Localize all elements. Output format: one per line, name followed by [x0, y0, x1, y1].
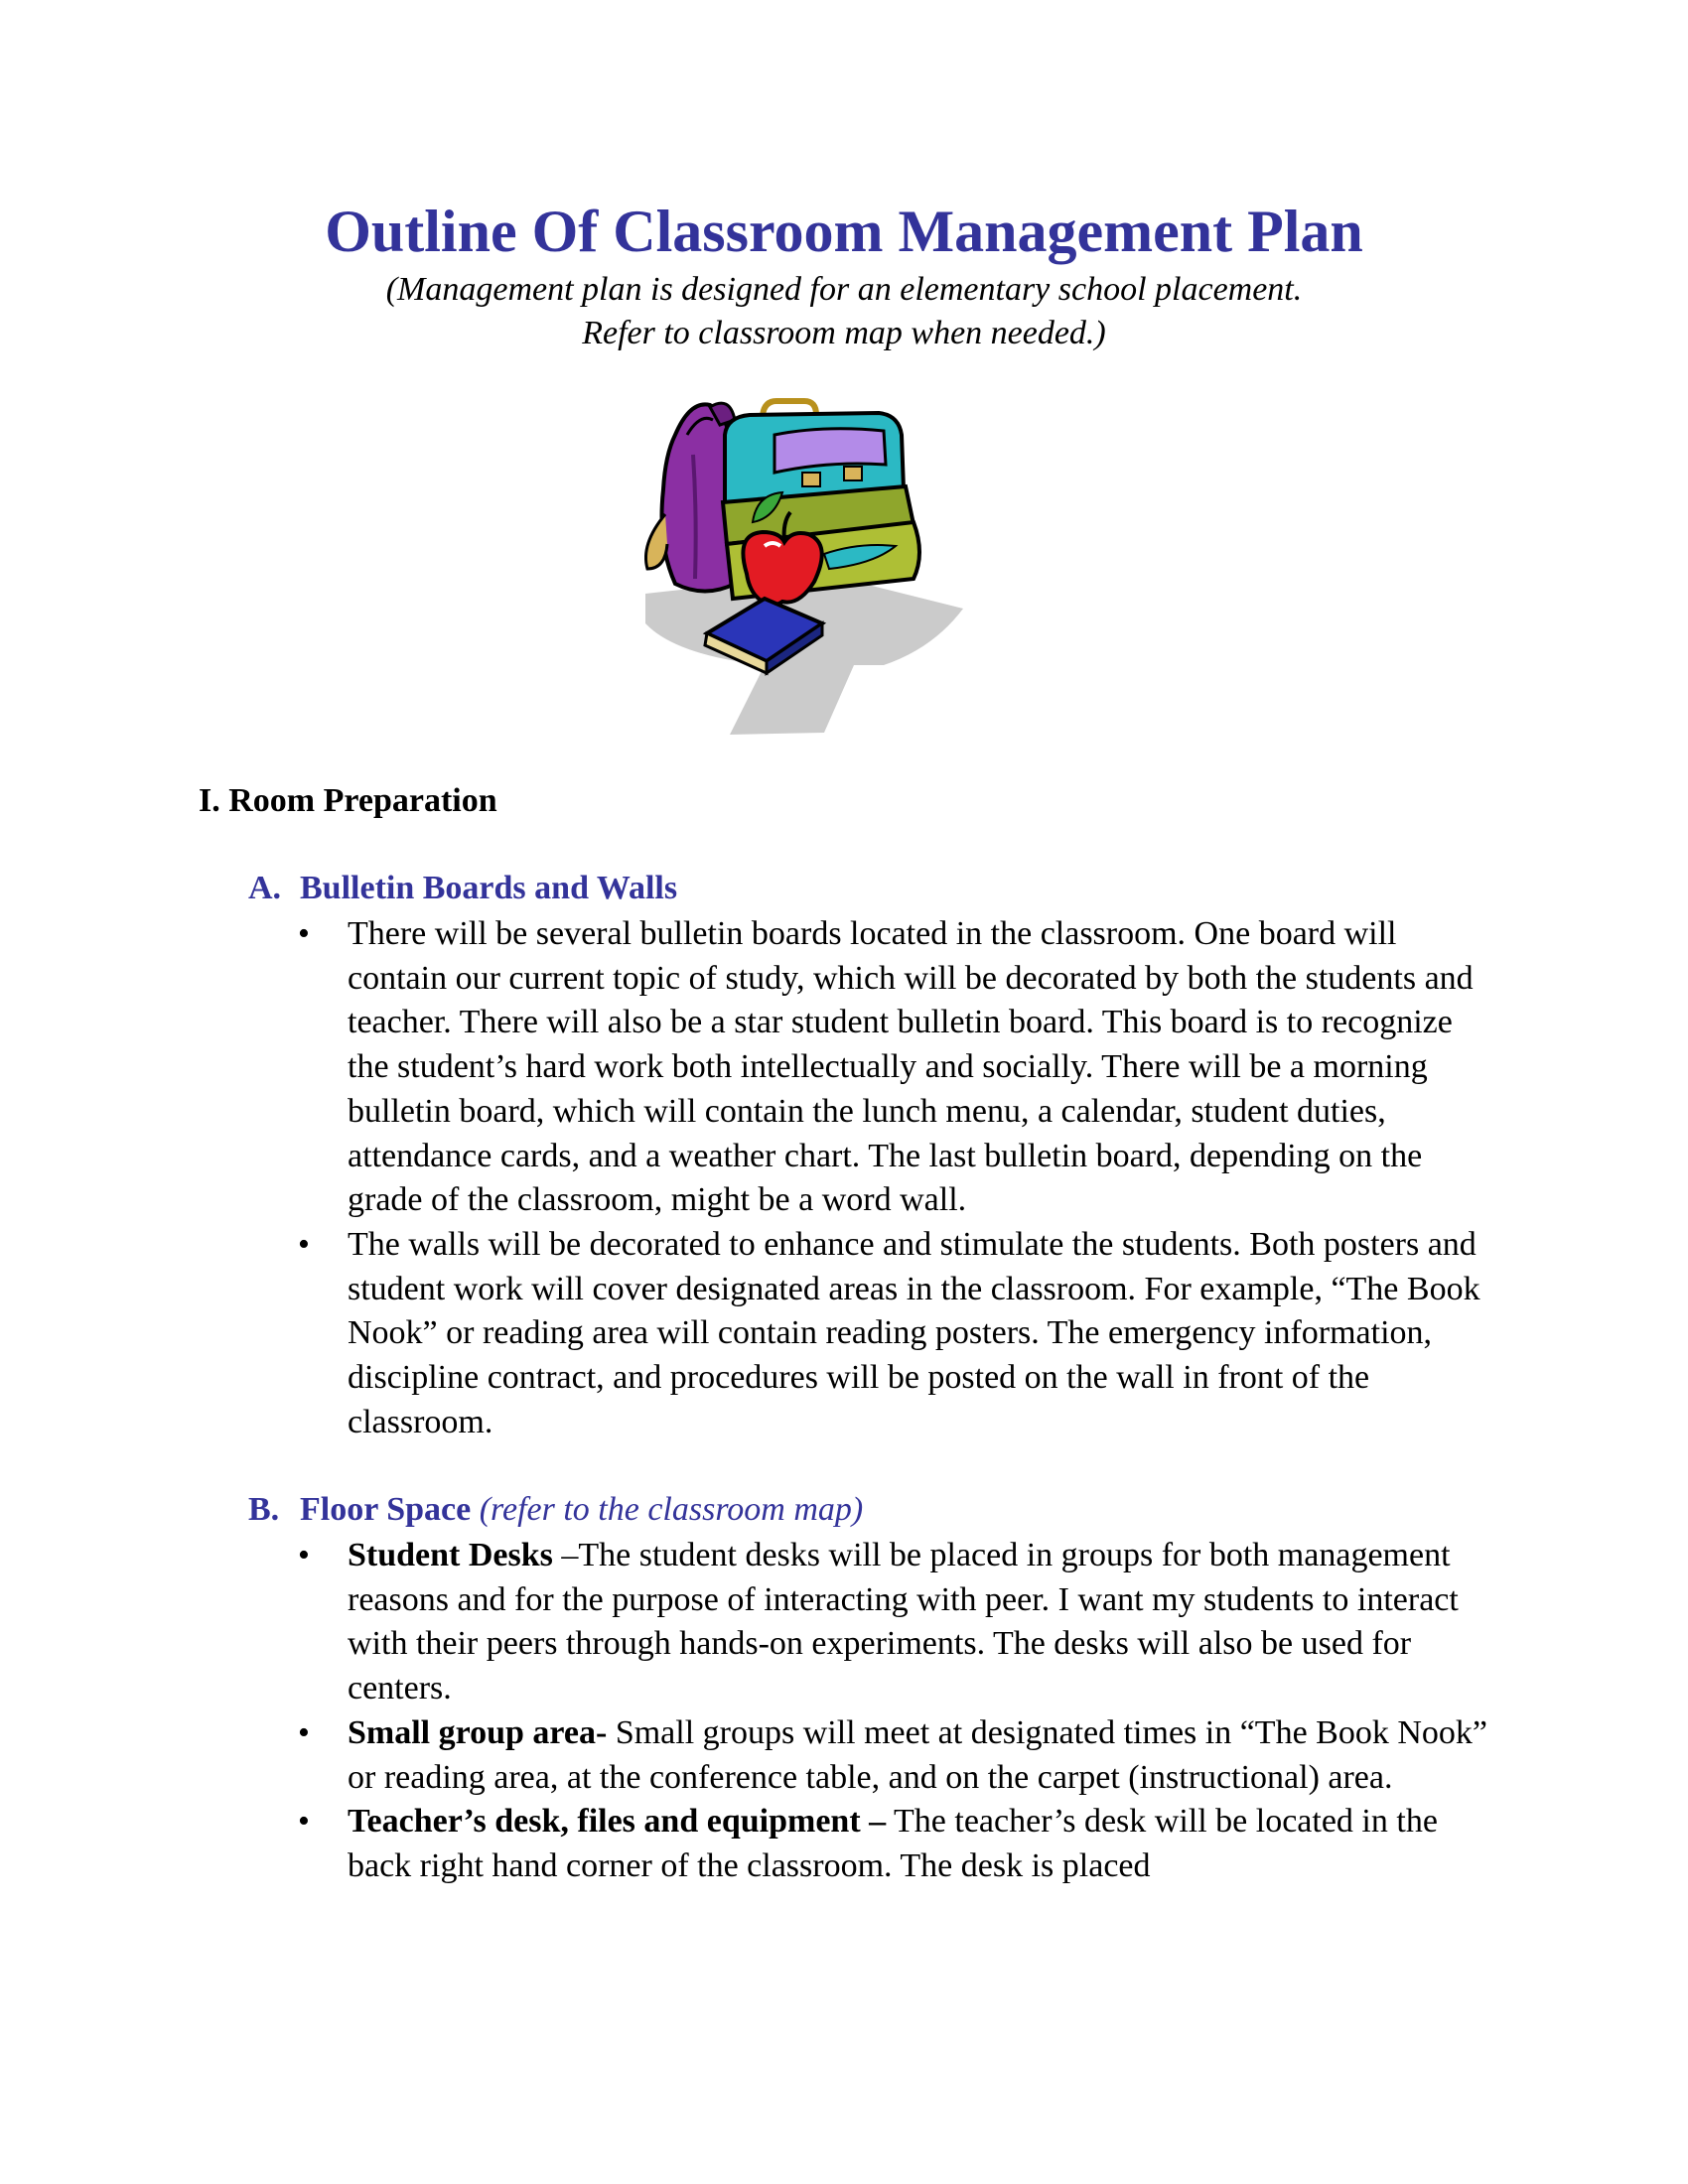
item-lead: Student Desks [348, 1537, 553, 1573]
clipart-shadow [645, 574, 963, 735]
school-supplies-clipart [635, 395, 1033, 743]
item-lead: Small group area- [348, 1713, 608, 1751]
list-item: • There will be several bulletin boards located in the classroom. One board will contain our current topic of study, which will be decorated by both the students and teacher. There will also be a star student bulletin board. This board is to recognize the student’s hard work both intellectually and socially. There will be a morning bulletin board, which will contain the lunch menu, a calendar, student duties, attendance cards, and a weather chart. The last bulletin board, depending on the grade of the classroom, might be a word wall. [298, 912, 1489, 1223]
floor-space-list [298, 1534, 1489, 1889]
list-item [298, 1534, 1489, 1711]
subsection-heading-bulletin-boards [248, 867, 677, 910]
section-heading-room-preparation: I. Room Preparation [199, 782, 497, 819]
item-text: –The student desks will be placed in groups for both management reasons and for the purpose of interacting with peer. I want my students to interact with their peers through hands-on experiments. The desks will also be used for centers. [348, 1537, 1459, 1707]
subtitle-line-1: (Management plan is designed for an elementary school placement. [385, 271, 1303, 308]
item-text: The teacher’s desk will be located in the back right hand corner of the classroom. The desk is placed [348, 1803, 1438, 1884]
item-text: Small groups will meet at designated times in “The Book Nook” or reading area, at the conference table, and on the carpet (instructional) area. [348, 1713, 1487, 1796]
backpack-icon [645, 403, 735, 591]
item-lead: Teacher’s desk, files and equipment – [348, 1803, 887, 1841]
subtitle-line-2: Refer to classroom map when needed.) [582, 315, 1106, 351]
subsection-title: Floor Space [300, 1491, 472, 1528]
subsection-letter: B. [248, 1491, 280, 1528]
list-item [298, 1800, 1489, 1888]
bulletin-boards-list [298, 912, 1489, 1444]
subsection-heading-floor-space [248, 1488, 863, 1532]
page-title: Outline Of Classroom Management Plan [325, 199, 1363, 264]
list-item [298, 1711, 1489, 1800]
list-item: • The walls will be decorated to enhance and stimulate the students. Both posters and student work will cover designated areas in the classroom. For example, “The Book Nook” or reading area will contain reading posters. The emergency information, discipline contract, and procedures will be posted on the wall in front of the classroom. [298, 1223, 1489, 1445]
subsection-letter: A. [248, 870, 282, 906]
subsection-note: (refer to the classroom map) [479, 1491, 864, 1528]
subsection-title: Bulletin Boards and Walls [300, 870, 678, 906]
page-subtitle [0, 268, 1688, 355]
